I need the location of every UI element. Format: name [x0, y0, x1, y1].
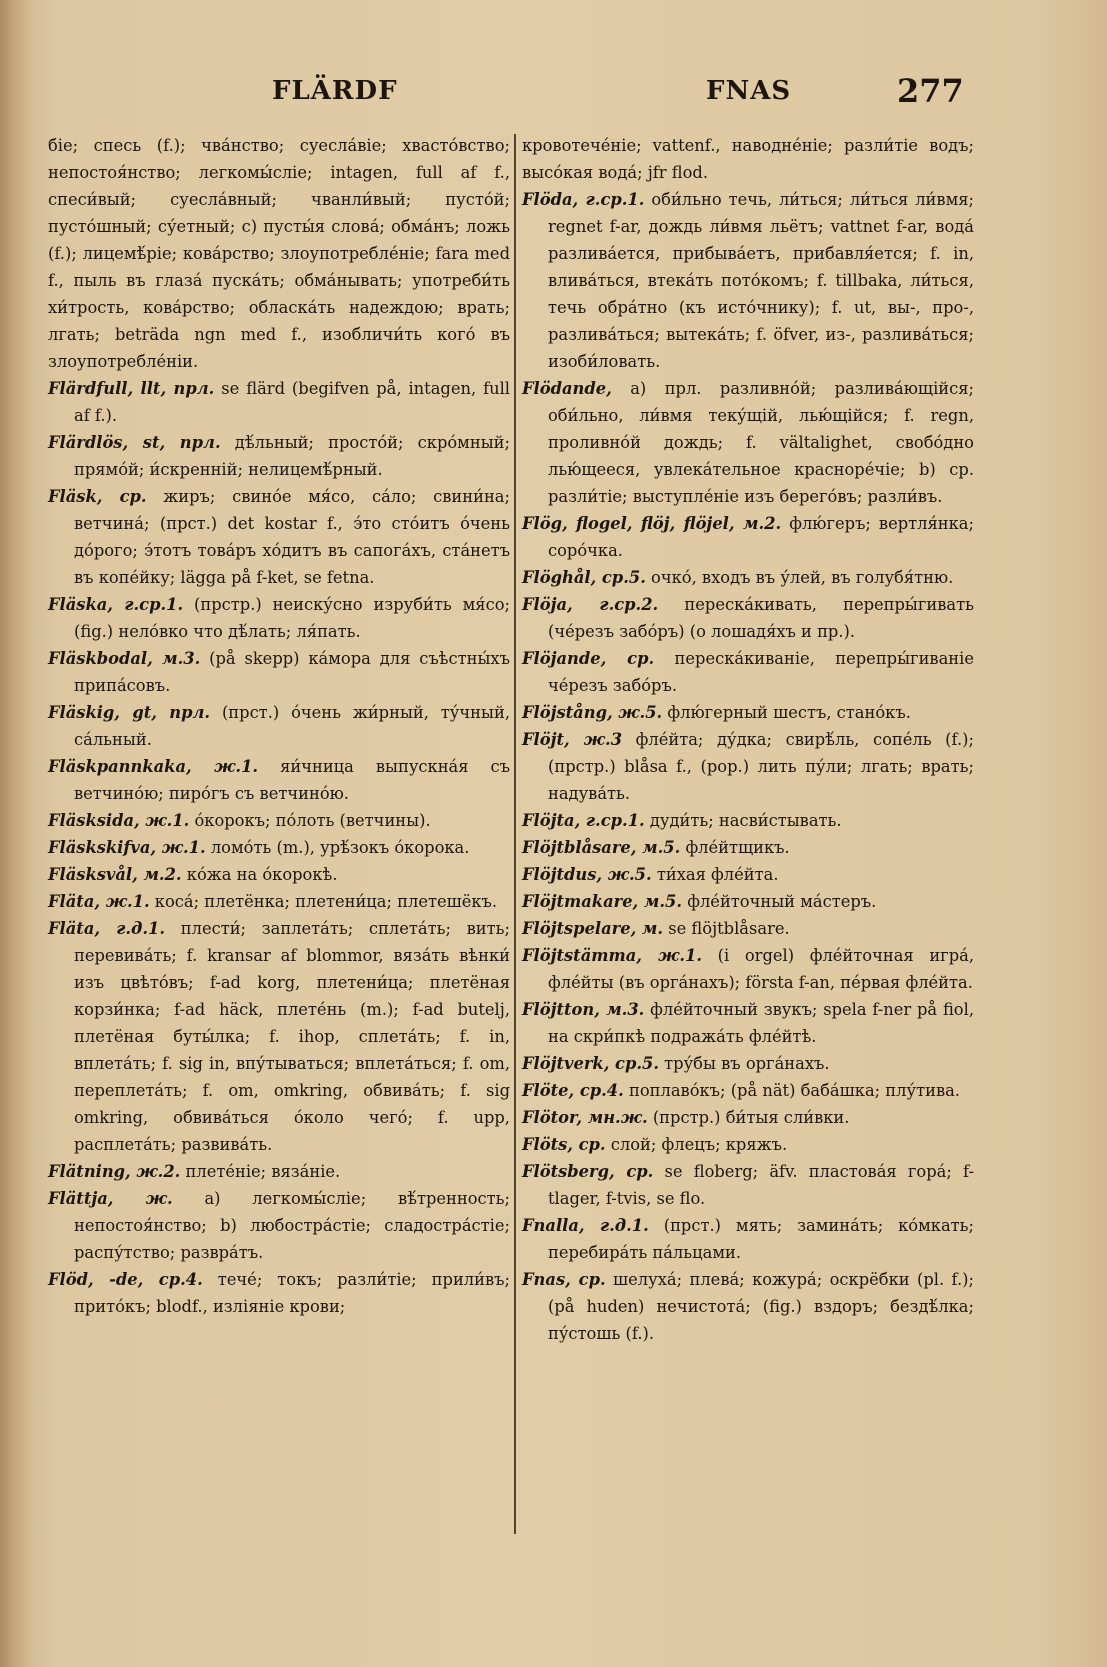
entry-definition: флю́герный шестъ, стано́къ. — [662, 703, 911, 722]
dictionary-entry — [48, 699, 510, 753]
dictionary-entry — [48, 591, 510, 645]
entry-headword: Flöjtblåsare, м.5. — [522, 838, 681, 857]
dictionary-entry — [522, 861, 974, 888]
dictionary-entry — [522, 510, 974, 564]
dictionary-entry — [522, 564, 974, 591]
entry-definition: ти́хая фле́йта. — [651, 865, 779, 884]
dictionary-entry — [522, 186, 974, 375]
dictionary-entry — [48, 861, 510, 888]
entry-headword: Flöd, -de, ср.4. — [48, 1270, 203, 1289]
column-divider — [514, 134, 516, 1534]
entry-headword: Fläta, ж.1. — [48, 892, 150, 911]
entry-definition: se flöjtblåsare. — [663, 919, 790, 938]
entry-headword: Flöda, г.ср.1. — [522, 190, 645, 209]
entry-headword: Flöjt, ж.3 — [522, 730, 623, 749]
dictionary-entry — [48, 429, 510, 483]
dictionary-entry — [522, 888, 974, 915]
entry-definition: дѣ́льный; просто́й; скро́мный; прямо́й; и́скренній; нелицемѣ́рный. — [74, 433, 510, 479]
entry-headword: Fläskig, gt, прл. — [48, 703, 211, 722]
dictionary-entry — [522, 834, 974, 861]
dictionary-entry — [48, 132, 510, 375]
entry-definition: (i orgel) фле́йточная игра́, фле́йты (въ орга́нахъ); första f-an, пе́рвая фле́йта. — [548, 946, 975, 992]
entry-headword: Flöjtverk, ср.5. — [522, 1054, 659, 1073]
entry-definition: оби́льно течь, ли́ться; ли́ться ли́вмя; regnet f-ar, дождь ли́вмя льётъ; vattnet f-ar, вода́ разлива́ется, прибыва́етъ, прибавля́ется; f. in, влива́ться, втека́ть пото́комъ; f. tillbaka, ли́ться, течь обра́тно (къ исто́чнику); f. ut, вы-, про-, разлива́ться; вытека́ть; f. öfver, из-, разлива́ться; изоби́ловать. — [548, 190, 974, 371]
entry-headword: Fläta, г.д.1. — [48, 919, 166, 938]
entry-definition: о́корокъ; по́лоть (ветчины). — [189, 811, 431, 830]
entry-definition: дуди́ть; насви́стывать. — [644, 811, 842, 830]
dictionary-entry — [522, 1050, 974, 1077]
dictionary-entry — [522, 591, 974, 645]
entry-headword: Flärdlös, st, прл. — [48, 433, 221, 452]
dictionary-entry — [48, 753, 510, 807]
entry-headword: Flätning, ж.2. — [48, 1162, 181, 1181]
entry-headword: Flötor, мн.ж. — [522, 1108, 648, 1127]
entry-definition: (på skepp) ка́мора для съѣстны́хъ припа́совъ. — [74, 649, 510, 695]
entry-definition: ко́жа на о́корокѣ. — [181, 865, 338, 884]
entry-definition: (прст.) о́чень жи́рный, ту́чный, са́льный. — [74, 703, 510, 749]
entry-headword: Flöjtdus, ж.5. — [522, 865, 652, 884]
entry-definition: фле́йтщикъ. — [680, 838, 790, 857]
dictionary-entry — [48, 1266, 510, 1320]
entry-headword: Fläsksvål, м.2. — [48, 865, 182, 884]
page-number: 277 — [897, 72, 964, 110]
entry-definition: коса́; плетёнка; плетени́ца; плетешёкъ. — [149, 892, 498, 911]
entry-definition: тече́; токъ; разли́тіе; прили́въ; прито́къ; blodf., изліяніе крови; — [74, 1270, 510, 1316]
entry-headword: Flöghål, ср.5. — [522, 568, 646, 587]
entry-definition: (прст.) мять; замина́ть; ко́мкать; перебира́ть па́льцами. — [548, 1216, 975, 1262]
entry-headword: Fnas, ср. — [522, 1270, 606, 1289]
entry-headword: Fläskbodal, м.3. — [48, 649, 201, 668]
entry-definition: a) легкомы́сліе; вѣ́тренность; непостоя́нство; b) любостра́стіе; сладостра́стіе; распу́тство; развра́тъ. — [74, 1189, 510, 1262]
dictionary-entry — [522, 1131, 974, 1158]
dictionary-entry — [522, 915, 974, 942]
entry-headword: Fläska, г.ср.1. — [48, 595, 184, 614]
dictionary-entry — [522, 1077, 974, 1104]
dictionary-entry — [522, 645, 974, 699]
entry-headword: Flög, flogel, flöj, flöjel, м.2. — [522, 514, 782, 533]
left-column — [48, 132, 510, 1320]
running-head-left: FLÄRDF — [272, 76, 398, 106]
entry-headword: Flöjstång, ж.5. — [522, 703, 663, 722]
entry-definition: фле́йточный ма́стеръ. — [682, 892, 877, 911]
entry-headword: Flöja, г.ср.2. — [522, 595, 659, 614]
dictionary-entry — [522, 726, 974, 807]
dictionary-entry — [522, 375, 974, 510]
dictionary-entry — [48, 645, 510, 699]
entry-definition: слой; флецъ; кряжъ. — [605, 1135, 788, 1154]
dictionary-entry — [522, 1158, 974, 1212]
entry-definition: (прстр.) би́тыя сли́вки. — [647, 1108, 850, 1127]
entry-definition: фле́йта; ду́дка; свирѣ́ль, сопе́ль (f.); (прстр.) blåsa f., (рор.) лить пу́ли; лгать; врать; надува́ть. — [548, 730, 974, 803]
entry-definition: біе; спесь (f.); чва́нство; суесла́віе; хвасто́вство; непостоя́нство; легкомы́сліе; intagen, full af f., спеси́вый; суесла́вный; чванли́вый; пусто́й; пусто́шный; су́етный; c) пусты́я слова́; обма́нъ; ложь (f.); лицемѣ́ріе; кова́рство; злоупотребле́ніе; fara med f., пыль въ глаза́ пуска́ть; обма́нывать; употреби́ть хи́трость, кова́рство; обласка́ть надеждою; врать; лгать; beträda ngn med f., изобличи́ть кого́ въ злоупотребле́ніи. — [48, 136, 510, 371]
dictionary-entry — [522, 1266, 974, 1347]
entry-headword: Flöjtstämma, ж.1. — [522, 946, 702, 965]
entry-definition: жиръ; свино́е мя́со, са́ло; свини́на; ветчина́; (прст.) det kostar f., э́то сто́итъ о́чень до́рого; э́тотъ това́ръ хо́дитъ въ сапога́хъ, ста́нетъ въ копе́йку; lägga på f-ket, se fetna. — [74, 487, 510, 587]
entry-definition: se floberg; äfv. пластова́я гора́; f-tlager, f-tvis, se flo. — [548, 1162, 974, 1208]
dictionary-entry — [48, 1185, 510, 1266]
dictionary-entry — [522, 942, 974, 996]
entry-definition: плете́ніе; вяза́ніе. — [180, 1162, 341, 1181]
dictionary-entry — [522, 699, 974, 726]
entry-definition: кровотече́ніе; vattenf., наводне́ніе; разли́тіе водъ; высо́кая вода́; jfr flod. — [522, 136, 974, 182]
entry-headword: Fnalla, г.д.1. — [522, 1216, 649, 1235]
dictionary-entry — [522, 132, 974, 186]
entry-definition: a) прл. разливно́й; разлива́ющійся; оби́льно, ли́вмя теку́щій, лью́щійся; f. regn, проливно́й дождь; f. vältalighet, свобо́дно лью́щееся, увлека́тельное красноре́чіе; b) ср. разли́тіе; выступле́ніе изъ берего́въ; разли́въ. — [548, 379, 974, 506]
dictionary-entry — [522, 996, 974, 1050]
entry-headword: Fläsksida, ж.1. — [48, 811, 190, 830]
entry-headword: Flöjande, ср. — [522, 649, 655, 668]
dictionary-entry — [48, 1158, 510, 1185]
dictionary-entry — [48, 834, 510, 861]
entry-headword: Flärdfull, llt, прл. — [48, 379, 215, 398]
dictionary-entry — [48, 483, 510, 591]
entry-definition: очко́, входъ въ у́лей, въ голубя́тню. — [645, 568, 954, 587]
right-column — [522, 132, 974, 1347]
entry-headword: Flättja, ж. — [48, 1189, 173, 1208]
entry-headword: Flöjtspelare, м. — [522, 919, 664, 938]
entry-definition: яи́чница выпускна́я съ ветчино́ю; пиро́гъ съ ветчино́ю. — [74, 757, 510, 803]
entry-headword: Flöjta, г.ср.1. — [522, 811, 645, 830]
page-header — [0, 72, 1107, 116]
entry-definition: шелуха́; плева́; кожура́; оскрёбки (pl. f.); (på huden) нечистота́; (fig.) вздоръ; бездѣ́лка; пу́стошь (f.). — [548, 1270, 974, 1343]
dictionary-entry — [48, 375, 510, 429]
entry-definition: переска́кивать, перепры́гивать (че́резъ забо́ръ) (о лошадя́хъ и пр.). — [548, 595, 974, 641]
entry-headword: Flödande, — [522, 379, 612, 398]
entry-definition: (прстр.) неиску́сно изруби́ть мя́со; (fig.) нело́вко что дѣ́лать; ля́пать. — [74, 595, 510, 641]
entry-definition: se flärd (begifven på, intagen, full af f.). — [74, 379, 510, 425]
entry-definition: фле́йточный звукъ; spela f-ner på fiol, на скри́пкѣ подража́ть фле́йтѣ. — [548, 1000, 974, 1046]
dictionary-entry — [48, 888, 510, 915]
running-head-right: FNAS — [706, 76, 792, 106]
entry-headword: Flötsberg, ср. — [522, 1162, 654, 1181]
entry-headword: Flöts, ср. — [522, 1135, 606, 1154]
entry-headword: Fläskskifva, ж.1. — [48, 838, 206, 857]
dictionary-entry — [522, 807, 974, 834]
entry-definition: плести́; заплета́ть; сплета́ть; вить; перевива́ть; f. kransar af blommor, вяза́ть вѣнки́ изъ цвѣто́въ; f-ad korg, плетени́ца; плетёная корзи́нка; f-ad häck, плете́нь (m.); f-ad butelj, плетёная буты́лка; f. ihop, сплета́ть; f. in, вплета́ть; f. sig in, впу́тываться; вплета́ться; f. om, переплета́ть; f. om, omkring, обвива́ть; f. sig omkring, обвива́ться о́коло чего́; f. upp, расплета́ть; развива́ть. — [74, 919, 511, 1154]
entry-definition: флю́геръ; вертля́нка; соро́чка. — [548, 514, 974, 560]
dictionary-entry — [48, 807, 510, 834]
entry-headword: Flöjtmakare, м.5. — [522, 892, 683, 911]
dictionary-entry — [522, 1212, 974, 1266]
entry-definition: поплаво́къ; (på nät) баба́шка; плу́тива. — [623, 1081, 960, 1100]
entry-headword: Fläsk, ср. — [48, 487, 147, 506]
dictionary-entry — [522, 1104, 974, 1131]
entry-headword: Flöte, ср.4. — [522, 1081, 624, 1100]
dictionary-entry — [48, 915, 510, 1158]
entry-headword: Flöjtton, м.3. — [522, 1000, 645, 1019]
entry-definition: тру́бы въ орга́нахъ. — [659, 1054, 830, 1073]
entry-definition: ломо́ть (m.), урѣ́зокъ о́корока. — [205, 838, 470, 857]
entry-headword: Fläskpannkaka, ж.1. — [48, 757, 259, 776]
entry-definition: переска́киваніе, перепры́гиваніе че́резъ забо́ръ. — [548, 649, 974, 695]
